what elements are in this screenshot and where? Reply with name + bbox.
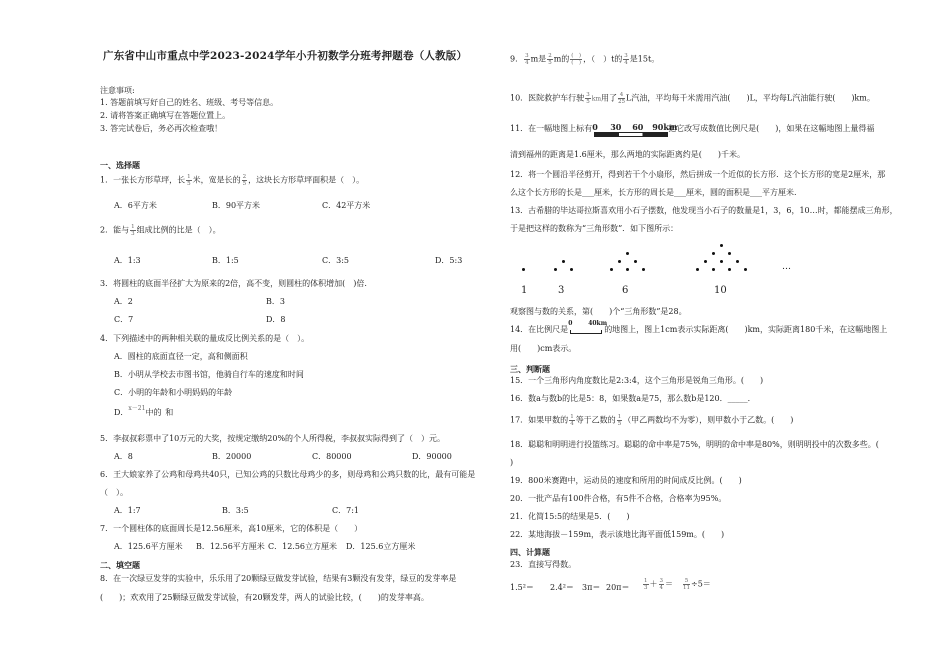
question-16: 16．数a与数b的比是5：8，如果数a是75，那么数b是120．_____．	[510, 394, 756, 403]
label-3: 3	[558, 285, 565, 296]
fraction: $\frac{3}{5}$	[586, 92, 590, 105]
question-13-ask: 观察图与数的关系，第( )个“三角形数”是28。	[510, 307, 687, 316]
fraction: $\frac{2}{5}$	[242, 174, 247, 187]
question-13: 13．古希腊的毕达哥拉斯喜欢用小石子摆数，他发现当小石子的数量是1，3，6，10…时，都能摆成三角形，	[510, 206, 898, 215]
fraction: $\frac{4}{25}$	[618, 92, 626, 105]
question-8-cont: ( )；欢欢用了25颗绿豆做发芽试验，有20颗发芽，两人的试验比较，( )的发芽率高。	[100, 593, 429, 602]
stone	[626, 268, 629, 271]
note-item: 2. 请将答案正确填写在答题位置上。	[100, 111, 231, 120]
stone	[570, 268, 573, 271]
fraction: $\frac{3}{4}$	[624, 53, 628, 66]
triangle-numbers-figure	[510, 236, 810, 296]
stone	[562, 260, 565, 263]
option-a[interactable]: A．圆柱的底面直径一定，高和侧面积	[114, 352, 248, 361]
option-c[interactable]: C．12.56立方厘米	[268, 542, 338, 551]
question-11-cont: 清到福州的距离是1.6厘米，那么两地的实际距离约是( )千米。	[510, 150, 745, 159]
page-title: 广东省中山市重点中学2023-2024学年小升初数学分班考押题卷（人教版）	[103, 50, 468, 62]
stone	[610, 268, 613, 271]
question-14-cont: 用( )cm表示。	[510, 344, 577, 353]
option-a[interactable]: A．125.6平方厘米	[114, 542, 183, 551]
option-c[interactable]: C．7:1	[332, 506, 359, 515]
fraction: $\frac{1}{5}$	[617, 414, 622, 427]
fraction: $\frac{3}{4}$	[659, 578, 663, 591]
option-b[interactable]: B．小明从学校去市图书馆，他骑自行车的速度和时间	[114, 370, 304, 379]
question-19: 19．800米赛跑中，运动员的速度和所用的时间成反比例。( )	[510, 476, 742, 485]
question-9: 9． $\frac{3}{4}$ m是 $\frac{2}{5}$ m的 $\frac{( )}{( )}$ ，（ ）t的 $\frac{3}{4}$ 是15t。	[510, 53, 660, 66]
notes-heading: 注意事项:	[100, 86, 135, 95]
question-6-cont: （ ）。	[100, 488, 128, 497]
option-a[interactable]: A．8	[114, 452, 133, 461]
question-3: 3．将圆柱的底面半径扩大为原来的2倍，高不变，则圆柱的体积增加( )倍.	[100, 279, 367, 288]
question-14: 14．在比例尺是 0 40km 的地图上，图上1cm表示实际距离( )km，实际距离180千米，在这幅地图上	[510, 320, 888, 334]
question-12-cont: 么这个长方形的长是___厘米，长方形的周长是___厘米，圆的面积是___平方厘米.	[510, 188, 797, 197]
fraction: $\frac{1}{4}$	[570, 414, 574, 427]
question-11: 11．在一幅地图上标有 0 30 60 90km 把它改写成数值比例尺是( )，如果在这幅地图上量得福	[510, 124, 874, 134]
section-calc: 四、计算题	[510, 547, 550, 557]
option-c[interactable]: C．42平方米	[322, 201, 371, 210]
option-d[interactable]: D．$^{x-21}$中的 和	[114, 405, 174, 417]
question-4: 4．下列描述中的两种相关联的量成反比例关系的是（ ）。	[100, 334, 310, 343]
question-22: 22．某地海拔－159m，表示该地比海平面低159m。( )	[510, 530, 725, 539]
stone	[736, 260, 739, 263]
stone	[704, 260, 707, 263]
question-21: 21．化简15:5的结果是5．( )	[510, 512, 630, 521]
stone	[696, 268, 699, 271]
stone	[728, 268, 731, 271]
question-6: 6．王大娘家养了公鸡和母鸡共40只，已知公鸡的只数比母鸡少的多，则母鸡和公鸡只数的比，最有可能是	[100, 470, 476, 479]
option-a[interactable]: A．1:3	[114, 256, 141, 265]
option-b[interactable]: B．3	[266, 297, 285, 306]
question-15: 15．一个三角形内角度数比是2:3:4，这个三角形是锐角三角形。( )	[510, 376, 764, 385]
question-17: 17．如果甲数的 $\frac{1}{4}$ 等于乙数的 $\frac{1}{5}$ （甲乙两数均不为零），则甲数小于乙数。( )	[510, 414, 794, 427]
question-2: 2．能与 $\frac{1}{3}$ 组成比例的比是（ ）。	[100, 224, 221, 237]
question-13-cont: 于是把这样的数称为“三角形数”．如下图所示：	[510, 224, 679, 233]
question-20: 20．一批产品有100件合格，有5件不合格，合格率为95%。	[510, 494, 727, 503]
question-23: 23．直接写得数。	[510, 560, 577, 569]
stone	[626, 252, 629, 255]
calc-item-1[interactable]: 1.5²＝	[510, 583, 534, 592]
fraction: $\frac{1}{5}$	[187, 174, 191, 187]
stone	[522, 268, 525, 271]
option-d[interactable]: D．125.6立方厘米	[346, 542, 416, 551]
option-c[interactable]: C．小明的年龄和小明妈妈的年龄	[114, 388, 233, 397]
question-10: 10．医院救护车行驶 $\frac{3}{5}$ km用了 $\frac{4}{25}$ L汽油，平均每千米需用汽油( )L，平均每L汽油能行驶( )km。	[510, 92, 875, 105]
calc-item-3[interactable]: 3π＝	[582, 583, 601, 592]
fraction: $\frac{1}{3}$	[131, 224, 135, 237]
option-b[interactable]: B．20000	[212, 452, 252, 461]
stone	[618, 260, 621, 263]
stone	[720, 244, 723, 247]
question-12: 12．将一个圆沿半径剪开，得到若干个小扇形，然后拼成一个近似的长方形．这个长方形的宽是2厘米，那	[510, 170, 886, 179]
ellipsis: …	[782, 262, 791, 272]
option-d[interactable]: D．5:3	[435, 256, 463, 265]
note-item: 3. 答完试卷后，务必再次检查哦！	[100, 124, 223, 133]
fraction: $\frac{3}{4}$	[525, 53, 529, 66]
stone	[642, 268, 645, 271]
question-18: 18．聪聪和明明进行投篮练习。聪聪的命中率是75%，明明的命中率是80%，则明明投中的次数多些。(	[510, 440, 879, 449]
fraction: $\frac{5}{11}$	[683, 578, 690, 591]
option-c[interactable]: C．7	[114, 315, 134, 324]
stone	[728, 252, 731, 255]
option-d[interactable]: D．8	[266, 315, 286, 324]
option-c[interactable]: C．80000	[312, 452, 352, 461]
note-item: 1. 答题前填写好自己的姓名、班级、考号等信息。	[100, 98, 279, 107]
section-judge: 三、判断题	[510, 364, 550, 374]
option-a[interactable]: A．6平方米	[114, 201, 157, 210]
fraction: $\frac{2}{5}$	[548, 53, 552, 66]
question-8: 8．在一次绿豆发芽的实验中，乐乐用了20颗绿豆做发芽试验，结果有3颗没有发芽，绿豆的发芽率是	[100, 574, 457, 583]
label-6: 6	[622, 285, 629, 296]
stone	[712, 268, 715, 271]
section-choice: 一、选择题	[100, 160, 140, 170]
stone	[712, 252, 715, 255]
stone	[554, 268, 557, 271]
question-18-cont: )	[510, 458, 514, 467]
question-5: 5．李叔叔彩票中了10万元的大奖，按规定缴纳20%的个人所得税，李叔叔实际得到了（ ）元。	[100, 434, 446, 443]
section-fill: 二、填空题	[100, 560, 140, 570]
stone	[744, 268, 747, 271]
calc-item-2[interactable]: 2.4²＝	[550, 583, 574, 592]
calc-item-4[interactable]: 20π＝	[606, 583, 630, 592]
question-7: 7．一个圆柱体的底面周长是12.56厘米，高10厘米，它的体积是（ ）	[100, 524, 363, 533]
label-1: 1	[521, 285, 528, 296]
option-b[interactable]: B．3:5	[222, 506, 249, 515]
option-b[interactable]: B．1:5	[212, 256, 239, 265]
calc-item-6[interactable]: $\frac{5}{11}$ ÷5＝	[683, 578, 711, 591]
fraction: $\frac{1}{3}$	[644, 578, 648, 591]
fraction-blank[interactable]: $\frac{( )}{( )}$	[571, 53, 582, 66]
option-a[interactable]: A．1:7	[114, 506, 141, 515]
option-b[interactable]: B．12.56平方厘米	[196, 542, 265, 551]
stone	[634, 260, 637, 263]
option-b[interactable]: B．90平方米	[212, 201, 261, 210]
question-1: 1．一张长方形草坪，长 $\frac{1}{5}$ 米，宽是长的 $\frac{2}{5}$ ，这块长方形草坪面积是（ ）。	[100, 174, 365, 187]
option-a[interactable]: A．2	[114, 297, 133, 306]
option-d[interactable]: D．90000	[412, 452, 452, 461]
calc-item-5[interactable]: $\frac{1}{3}$ ＋ $\frac{3}{4}$ ＝	[644, 578, 673, 591]
scale-bar: 0 40km	[568, 324, 604, 336]
option-c[interactable]: C．3:5	[322, 256, 349, 265]
stone	[720, 260, 723, 263]
label-10: 10	[714, 285, 727, 296]
scale-ruler: 0 30 60 90km	[592, 124, 668, 134]
